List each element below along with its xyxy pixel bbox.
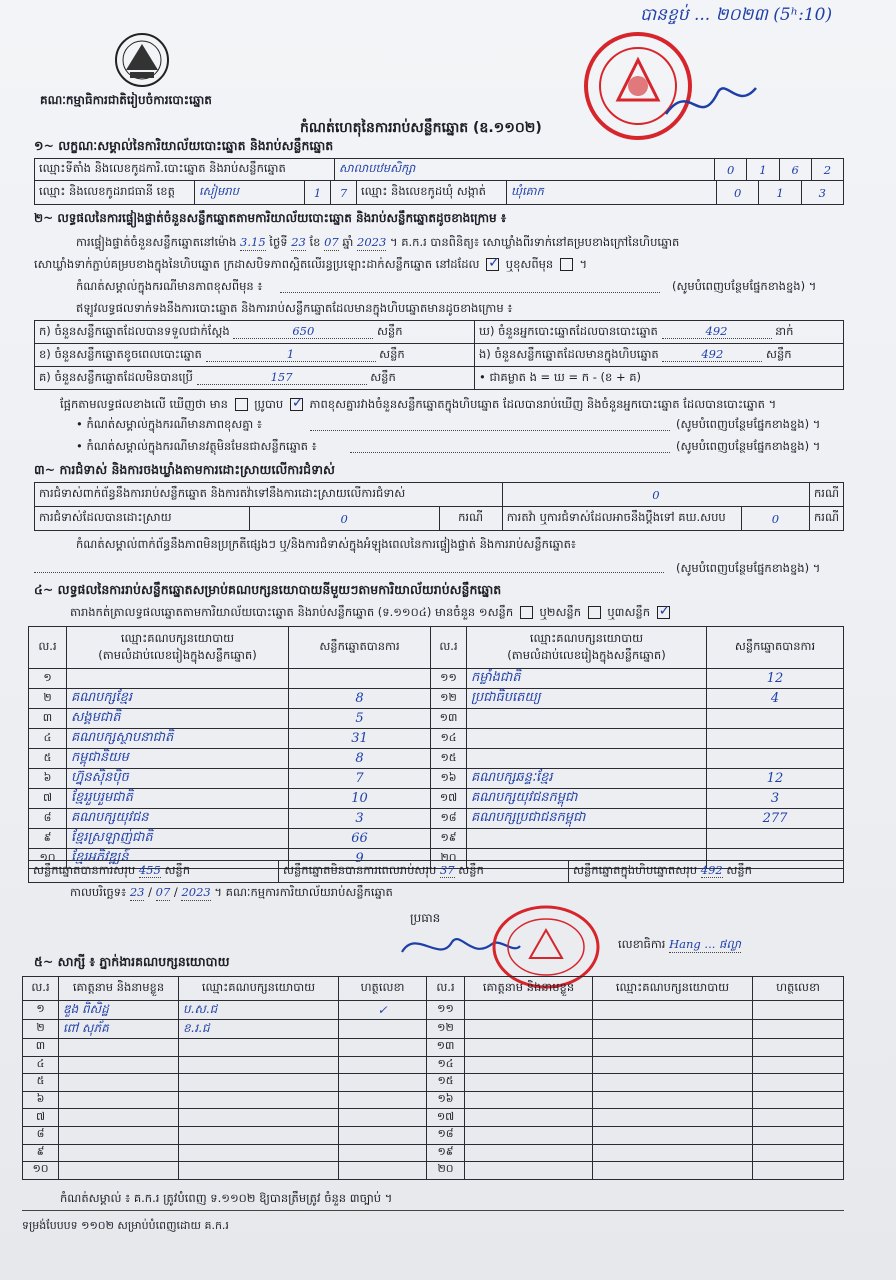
location-code-3: 6	[779, 159, 811, 181]
discrepancy-line	[60, 396, 776, 412]
witness-no: ១៦	[427, 1091, 465, 1109]
witness-party[interactable]	[593, 1039, 753, 1057]
committee-label: ។ គណៈកម្មការការិយាល័យរាប់សន្លឹកឆ្នោត	[214, 885, 393, 899]
witness-party[interactable]	[593, 1074, 753, 1092]
diff-note-line[interactable]	[280, 292, 660, 293]
witness-no: ៧	[23, 1109, 59, 1127]
location-code-4: 2	[811, 159, 843, 181]
valid-total-unit: សន្លឹក	[164, 863, 191, 877]
witness-party[interactable]	[593, 1109, 753, 1127]
top-note: បានខ្ចប់ ... ២០២៣ (5ʰ:10)	[640, 5, 833, 25]
witness-signature	[339, 1020, 427, 1039]
party-no: ១៣	[431, 709, 467, 729]
party-votes	[707, 749, 844, 769]
witness-row	[23, 1162, 844, 1180]
objection-r3-unit: ករណី	[810, 507, 844, 531]
chair-label: ប្រធាន	[410, 911, 441, 925]
party-no: ៧	[29, 789, 67, 809]
location-value: សាលាបឋមសិក្សា	[335, 159, 715, 181]
in-box-value: 492	[662, 347, 762, 362]
top-signature-icon	[660, 70, 760, 130]
witness-no: ១៨	[427, 1126, 465, 1144]
col-party-left	[67, 627, 289, 669]
witness-party: ខ.រ.ជ	[179, 1020, 339, 1039]
party-no: ១០	[29, 849, 67, 869]
province-value: សៀមរាប	[195, 181, 305, 205]
party-votes: 66	[289, 829, 431, 849]
col-no-right: ល.រ	[431, 627, 467, 669]
witness-party[interactable]	[593, 1020, 753, 1039]
witness-name[interactable]	[465, 1109, 593, 1127]
objection-table	[34, 482, 844, 531]
nec-emblem-icon	[110, 32, 174, 92]
party-votes	[707, 829, 844, 849]
secretary-label: លេខាធិការ	[618, 937, 666, 951]
party-votes: 8	[289, 749, 431, 769]
section-1-table-row2	[34, 180, 844, 205]
party-name	[467, 829, 707, 849]
witness-party	[179, 1056, 339, 1074]
party-name: គណបក្សខ្មែរ	[67, 689, 289, 709]
box-total-unit: សន្លឹក	[726, 863, 752, 877]
party-row	[29, 749, 844, 769]
seal-end: ។	[579, 257, 588, 271]
voters-label: ឃ) ចំនួនអ្នកបោះឆ្នោតដែលបានបោះឆ្នោត	[479, 323, 658, 338]
witness-name	[59, 1126, 179, 1144]
spoiled-label: ខ) ចំនួនសន្លឹកឆ្នោតខូចពេលបោះឆ្នោត	[39, 346, 202, 361]
party-row	[29, 789, 844, 809]
witness-no: ១២	[427, 1020, 465, 1039]
section-1-table	[34, 158, 844, 181]
verify-text-e: ។ គ.ក.រ បានពិនិត្យ៖ សោឃ្លាំងពីរទាក់នៅគម្របខាងក្រៅនៃហិបឆ្នោត	[389, 235, 680, 249]
party-no: ១៥	[431, 749, 467, 769]
verify-year: 2023	[357, 235, 387, 249]
witness-name[interactable]	[465, 1056, 593, 1074]
witness-party[interactable]	[593, 1162, 753, 1180]
party-no: ១១	[431, 669, 467, 689]
in-box-unit: សន្លឹក	[766, 346, 792, 361]
footer-text: ទម្រង់បែបបទ ១១០២ សម្រាប់បំពេញដោយ គ.ក.រ	[22, 1219, 229, 1232]
witness-signature	[339, 1126, 427, 1144]
org-name: គណៈកម្មាធិការជាតិរៀបចំការបោះឆ្នោត	[40, 93, 212, 107]
party-name: គណបក្សឆន្ទៈខ្មែរ	[467, 769, 707, 789]
witness-table	[22, 976, 844, 1180]
objection-r3-value: 0	[741, 507, 809, 531]
witness-no: ១៤	[427, 1056, 465, 1074]
spoiled-unit: សន្លឹក	[379, 346, 405, 361]
commune-code-1: 0	[717, 181, 759, 205]
party-votes: 9	[289, 849, 431, 869]
party-votes-table	[28, 626, 844, 869]
section-1-heading: ១~ លក្ខណៈសម្គាល់នៃការិយាល័យបោះឆ្នោត និងរាប់សន្លឹកឆ្នោត	[34, 138, 334, 153]
party-name: កម្ពុជានិយម	[67, 749, 289, 769]
received-unit: សន្លឹក	[376, 323, 403, 338]
witness-no: ១	[23, 1001, 59, 1020]
secretary-line	[618, 936, 741, 953]
party-votes: 4	[707, 689, 844, 709]
sheets-line	[70, 604, 673, 620]
party-name	[67, 669, 289, 689]
witness-party: ប.ស.ជ	[179, 1001, 339, 1020]
witness-party	[179, 1039, 339, 1057]
party-no: ១៤	[431, 729, 467, 749]
witness-name	[59, 1056, 179, 1074]
party-name: សង្គមជាតិ	[67, 709, 289, 729]
party-no: ១២	[431, 689, 467, 709]
party-votes: 10	[289, 789, 431, 809]
party-no: ៦	[29, 769, 67, 789]
invalid-total-unit: សន្លឹក	[458, 863, 484, 877]
party-no: ២០	[431, 849, 467, 869]
witness-signature[interactable]	[753, 1039, 844, 1057]
witness-no: ៦	[23, 1091, 59, 1109]
w-col-name-left: គោត្តនាម និងនាមខ្លួន	[59, 977, 179, 1001]
objection-r2-value: 0	[249, 507, 439, 531]
witness-party[interactable]	[593, 1144, 753, 1162]
witness-signature	[339, 1056, 427, 1074]
note-diff-line[interactable]	[310, 430, 670, 431]
sheets-text: តារាងកត់ត្រាលទ្ធផលឆ្នោតតាមការិយាល័យបោះឆ្នោត និងរាប់សន្លឹកឆ្នោត (ទ.១១០៤) មានចំនួន ១សន្លឹក	[70, 605, 514, 619]
invalid-total-value: 37	[439, 863, 455, 877]
verify-time: 3.15	[240, 235, 266, 249]
witness-name[interactable]	[465, 1091, 593, 1109]
voters-unit: នាក់	[775, 323, 794, 338]
witness-row	[23, 1056, 844, 1074]
date-line: កាលបរិច្ឆេទ៖ 23 / 07 / 2023 ។ គណៈកម្មការការិយាល័យរាប់សន្លឹកឆ្នោត	[70, 885, 393, 899]
witness-party	[179, 1091, 339, 1109]
witness-no: ៥	[23, 1074, 59, 1092]
col-party-right-title: ឈ្មោះគណបក្សនយោបាយ	[529, 630, 644, 645]
party-votes: 31	[289, 729, 431, 749]
witness-name[interactable]	[465, 1126, 593, 1144]
party-no: ៣	[29, 709, 67, 729]
commune-label: ឈ្មោះ និងលេខកូដឃុំ សង្កាត់	[357, 181, 507, 205]
verification-line	[76, 234, 679, 251]
witness-row	[23, 1001, 844, 1020]
witness-row	[23, 1039, 844, 1057]
col-party-left-title: ឈ្មោះគណបក្សនយោបាយ	[120, 630, 235, 645]
witness-name[interactable]	[465, 1039, 593, 1057]
witness-no: ៩	[23, 1144, 59, 1162]
witness-row	[23, 1091, 844, 1109]
witness-no: ៤	[23, 1056, 59, 1074]
party-name: ហ្វ៊ុនស៊ិនប៉ិច	[67, 769, 289, 789]
witness-party[interactable]	[593, 1091, 753, 1109]
party-row	[29, 769, 844, 789]
party-row	[29, 709, 844, 729]
sheets-2-checkbox[interactable]	[588, 606, 601, 619]
party-row	[29, 689, 844, 709]
party-row	[29, 809, 844, 829]
party-name: គណបក្សស្ថាបនាជាតិ	[67, 729, 289, 749]
party-no: ១៨	[431, 809, 467, 829]
witness-row	[23, 1126, 844, 1144]
witness-signature[interactable]	[753, 1020, 844, 1039]
verify-text-a: ការផ្ទៀងផ្ទាត់ចំនួនសន្លឹកឆ្នោតនៅម៉ោង	[76, 235, 237, 249]
irregularity-line[interactable]	[34, 572, 664, 573]
witness-signature	[339, 1091, 427, 1109]
discrepancy-text-c: ភាពខុសគ្នារវាងចំនួនសន្លឹកឆ្នោតក្នុងហិបឆ្នោត ដែលបានរាប់ឃើញ និងចំនួនអ្នកបោះឆ្នោត ដែលបានបោះឆ្នោត ។	[309, 397, 777, 411]
unused-unit: សន្លឹក	[370, 369, 396, 384]
witness-party[interactable]	[593, 1126, 753, 1144]
sheets-3-text: ឬ៣សន្លឹក	[607, 605, 650, 619]
footer-rule	[22, 1210, 844, 1211]
witness-name[interactable]	[465, 1074, 593, 1092]
formula: • ជាគម្លាត ង = ឃ = ក - (ខ + គ)	[475, 367, 844, 390]
w-col-party-right: ឈ្មោះគណបក្សនយោបាយ	[593, 977, 753, 1001]
box-total-label: សន្លឹកឆ្នោតក្នុងហិបឆ្នោតសរុប	[573, 863, 698, 877]
date-month: 07	[155, 885, 171, 899]
witness-signature[interactable]	[753, 1144, 844, 1162]
w-col-sig-left: ហត្ថលេខា	[339, 977, 427, 1001]
col-votes-right: សន្លឹកឆ្នោតបានការ	[707, 627, 844, 669]
party-name: ខ្មែរស្រឡាញ់ជាតិ	[67, 829, 289, 849]
w-col-party-left: ឈ្មោះគណបក្សនយោបាយ	[179, 977, 339, 1001]
note-diff-hint: (សូមបំពេញបន្ថែមផ្នែកខាងខ្នង) ។	[676, 417, 821, 431]
note-object-hint: (សូមបំពេញបន្ថែមផ្នែកខាងខ្នង) ។	[676, 439, 821, 453]
party-votes	[289, 669, 431, 689]
form-title: កំណត់ហេតុនៃការរាប់សន្លឹកឆ្នោត (ឧ.១១០២)	[300, 120, 542, 136]
date-label: កាលបរិច្ឆេទ៖	[70, 885, 127, 899]
witness-party	[179, 1109, 339, 1127]
witness-no: ២	[23, 1020, 59, 1039]
witness-signature[interactable]	[753, 1109, 844, 1127]
col-party-right-sub: (តាមលំដាប់លេខរៀងក្នុងសន្លឹកឆ្នោត)	[507, 647, 666, 662]
witness-no: ៣	[23, 1039, 59, 1057]
commune-value: ឃុំគោក	[507, 181, 717, 205]
note-object-line[interactable]	[350, 452, 670, 453]
witness-name: ឌួង ពិសិដ្ឋ	[59, 1001, 179, 1020]
witness-name	[59, 1091, 179, 1109]
w-col-no-right: ល.រ	[427, 977, 465, 1001]
party-votes: 12	[707, 769, 844, 789]
party-votes: 8	[289, 689, 431, 709]
verify-day: 23	[291, 235, 306, 249]
invalid-total-label: សន្លឹកឆ្នោតមិនបានការពេលរាប់សរុប	[283, 863, 437, 877]
party-votes: 12	[707, 669, 844, 689]
received-value: 650	[233, 324, 373, 339]
witness-signature	[339, 1144, 427, 1162]
party-no: ១៩	[431, 829, 467, 849]
witness-signature[interactable]	[753, 1001, 844, 1020]
party-no: ២	[29, 689, 67, 709]
party-no: ១៧	[431, 789, 467, 809]
verify-text-c: ខែ	[309, 235, 321, 249]
discrepancy-no-checkbox[interactable]	[290, 398, 303, 411]
received-label: ក) ចំនួនសន្លឹកឆ្នោតដែលបានទទួលជាក់ស្តែង	[39, 323, 230, 338]
witness-signature	[339, 1074, 427, 1092]
witness-signature[interactable]	[753, 1056, 844, 1074]
section-2-heading: ២~ លទ្ធផលនៃការផ្ទៀងផ្ទាត់ចំនួនសន្លឹកឆ្នោតតាមការិយាល័យបោះឆ្នោត និងរាប់សន្លឹកឆ្នោតដូចខាងក្រោម ៖	[34, 211, 507, 225]
witness-row	[23, 1109, 844, 1127]
witness-party[interactable]	[593, 1001, 753, 1020]
party-no: ៤	[29, 729, 67, 749]
objection-r2-unit: ករណី	[439, 507, 502, 531]
objection-r1-value: 0	[502, 483, 809, 507]
party-votes: 3	[289, 809, 431, 829]
unused-label: គ) ចំនួនសន្លឹកឆ្នោតដែលមិនបានប្រើ	[39, 369, 193, 384]
witness-name[interactable]	[465, 1162, 593, 1180]
verify-text-b: ថ្ងៃទី	[269, 235, 288, 249]
diff-note-hint: (សូមបំពេញបន្ថែមផ្នែកខាងខ្នង) ។	[672, 279, 817, 293]
section-3-heading: ៣~ ការជំទាស់ និងការចងឃ្លាំងតាមការដោះស្រាយលើការជំទាស់	[34, 462, 335, 477]
verify-text-d: ឆ្នាំ	[342, 235, 354, 249]
party-votes: 7	[289, 769, 431, 789]
sheets-3-checkbox[interactable]	[657, 606, 670, 619]
seal-intact-checkbox[interactable]	[486, 258, 499, 271]
party-votes: 277	[707, 809, 844, 829]
valid-total-label: សន្លឹកឆ្នោតបានការសរុប	[33, 863, 136, 877]
witness-signature	[339, 1109, 427, 1127]
location-code-1: 0	[715, 159, 747, 181]
irregularity-hint: (សូមបំពេញបន្ថែមផ្នែកខាងខ្នង) ។	[676, 561, 821, 575]
sheets-1-checkbox[interactable]	[520, 606, 533, 619]
box-total-value: 492	[700, 863, 723, 877]
witness-name	[59, 1109, 179, 1127]
witness-name	[59, 1074, 179, 1092]
party-name: គណបក្សប្រជាជនកម្ពុជា	[467, 809, 707, 829]
irregularity-note: កំណត់សម្គាល់ពាក់ព័ន្ធនឹងភាពមិនប្រក្រតីផ្សេងៗ ឬ/និងការជំទាស់ក្នុងអំឡុងពេលនៃការផ្ទៀងផ្ទាត់ និងការរាប់សន្លឹកឆ្នោត៖	[76, 537, 576, 551]
verify-month: 07	[324, 235, 339, 249]
witness-name	[59, 1144, 179, 1162]
final-note: កំណត់សម្គាល់ ៖ គ.ក.រ ត្រូវបំពេញ ទ.១១០២ ឱ្យបានត្រឹមត្រូវ ចំនួន ៣ច្បាប់ ។	[60, 1191, 393, 1205]
party-name: គណបក្សយុវជនកម្ពុជា	[467, 789, 707, 809]
witness-party	[179, 1144, 339, 1162]
commune-code-2: 1	[759, 181, 801, 205]
witness-row	[23, 1144, 844, 1162]
secretary-signature: Hang ... ផល្លា	[669, 937, 741, 951]
party-name	[467, 709, 707, 729]
witness-signature: ✓	[339, 1001, 427, 1020]
col-no-left: ល.រ	[29, 627, 67, 669]
witness-name	[59, 1162, 179, 1180]
sheets-2-text: ឬ២សន្លឹក	[539, 605, 581, 619]
witness-signature[interactable]	[753, 1074, 844, 1092]
party-no: ៩	[29, 829, 67, 849]
seal-text: សោឃ្លាំងទាក់ភ្ជាប់គម្របខាងក្នុងនៃហិបឆ្នោត ក្រដាសបិទភាពស្អិតលើរន្ធប្រឡោះដាក់សន្លឹកឆ្នោត នៅដដែល	[34, 257, 480, 271]
party-no: ៥	[29, 749, 67, 769]
spoiled-value: 1	[206, 347, 376, 362]
witness-name: ពៅ សុភ័គ	[59, 1020, 179, 1039]
province-label: ឈ្មោះ និងលេខកូដរាជធានី ខេត្ត	[35, 181, 195, 205]
party-no: ១	[29, 669, 67, 689]
witness-party	[179, 1162, 339, 1180]
witness-name[interactable]	[465, 1144, 593, 1162]
party-row	[29, 829, 844, 849]
witness-no: ១១	[427, 1001, 465, 1020]
objection-r1-label: ការជំទាស់ពាក់ព័ន្ធនឹងការរាប់សន្លឹកឆ្នោត និងការតវ៉ាទៅនឹងការដោះស្រាយលើការជំទាស់	[35, 483, 503, 507]
witness-no: ១០	[23, 1162, 59, 1180]
location-label: ឈ្មោះទីតាំង និងលេខកូដការិ.បោះឆ្នោត និងរាប់សន្លឹកឆ្នោត	[35, 159, 335, 181]
date-day: 23	[129, 885, 145, 899]
unused-value: 157	[197, 370, 367, 385]
witness-name[interactable]	[465, 1020, 593, 1039]
witness-party	[179, 1126, 339, 1144]
objection-r1-unit: ករណី	[810, 483, 844, 507]
witness-no: ២០	[427, 1162, 465, 1180]
witness-party[interactable]	[593, 1056, 753, 1074]
witness-signature[interactable]	[753, 1091, 844, 1109]
party-no: ៨	[29, 809, 67, 829]
witness-name	[59, 1039, 179, 1057]
witness-party	[179, 1074, 339, 1092]
discrepancy-yes-checkbox[interactable]	[235, 398, 248, 411]
party-name	[467, 729, 707, 749]
witness-row	[23, 1074, 844, 1092]
party-votes	[707, 709, 844, 729]
w-col-sig-right: ហត្ថលេខា	[753, 977, 844, 1001]
w-col-no-left: ល.រ	[23, 977, 59, 1001]
party-votes: 3	[707, 789, 844, 809]
party-name	[467, 749, 707, 769]
party-votes: 5	[289, 709, 431, 729]
objection-r2-label: ការជំទាស់ដែលបានដោះស្រាយ	[35, 507, 250, 531]
party-name: កម្លាំងជាតិ	[467, 669, 707, 689]
objection-r3-label: ការតវ៉ា ឬការជំទាស់ដែលអាចនឹងប្តឹងទៅ គឃ.សបប	[502, 507, 741, 531]
party-row	[29, 729, 844, 749]
witness-no: ១៣	[427, 1039, 465, 1057]
party-name: គណបក្សយុវជន	[67, 809, 289, 829]
in-box-label: ង) ចំនួនសន្លឹកឆ្នោតដែលមានក្នុងហិបឆ្នោត	[479, 346, 659, 361]
witness-no: ១៩	[427, 1144, 465, 1162]
witness-signature	[339, 1039, 427, 1057]
discrepancy-text-b: ប្រូបាប	[254, 397, 284, 411]
seal-changed-checkbox[interactable]	[560, 258, 573, 271]
seal-line	[34, 256, 587, 272]
valid-total-value: 455	[138, 863, 161, 877]
ballot-count-table	[34, 320, 844, 390]
witness-no: ១៥	[427, 1074, 465, 1092]
w-col-name-right: គោត្តនាម និងនាមខ្លួន	[465, 977, 593, 1001]
col-party-left-sub: (តាមលំដាប់លេខរៀងក្នុងសន្លឹកឆ្នោត)	[98, 647, 257, 662]
witness-signature	[339, 1162, 427, 1180]
witness-row	[23, 1020, 844, 1039]
party-row	[29, 669, 844, 689]
witness-no: ១៧	[427, 1109, 465, 1127]
party-name: ប្រជាធិបតេយ្យ	[467, 689, 707, 709]
col-party-right	[467, 627, 707, 669]
section-4-heading: ៤~ លទ្ធផលនៃការរាប់សន្លឹកឆ្នោតសម្រាប់គណបក្សនយោបាយនីមួយៗតាមការិយាល័យរាប់សន្លឹកឆ្នោត	[34, 582, 502, 597]
witness-name[interactable]	[465, 1001, 593, 1020]
province-code-1: 1	[305, 181, 331, 205]
results-intro: ឥឡូវលទ្ធផលទាក់ទងនឹងការបោះឆ្នោត និងការរាប់សន្លឹកឆ្នោតដែលមានក្នុងហិបឆ្នោតមានដូចខាងក្រោម ៖	[76, 301, 513, 315]
witness-no: ៨	[23, 1126, 59, 1144]
section-5-heading: ៥~ សាក្សី ៖ ភ្នាក់ងារគណបក្សនយោបាយ	[34, 954, 230, 969]
date-year: 2023	[181, 885, 211, 899]
province-code-2: 7	[331, 181, 357, 205]
vote-totals-row	[28, 860, 844, 883]
diff-note-label: កំណត់សម្គាល់ក្នុងករណីមានភាពខុសពីមុន ៖	[76, 279, 263, 293]
seal-changed-text: ឬខុសពីមុន	[505, 257, 554, 271]
discrepancy-text-a: ផ្អែកតាមលទ្ធផលខាងលើ ឃើញថា មាន	[60, 397, 228, 411]
party-no: ១៦	[431, 769, 467, 789]
col-votes-left: សន្លឹកឆ្នោតបានការ	[289, 627, 431, 669]
commune-code-3: 3	[801, 181, 843, 205]
voters-value: 492	[662, 324, 772, 339]
witness-signature[interactable]	[753, 1126, 844, 1144]
location-code-2: 1	[747, 159, 779, 181]
witness-signature[interactable]	[753, 1162, 844, 1180]
party-votes	[707, 729, 844, 749]
party-name: ខ្មែរអភិវឌ្ឍន៍	[67, 849, 289, 869]
note-object-label: • កំណត់សម្គាល់ក្នុងករណីមានវត្ថុមិនមែនជាសន្លឹកឆ្នោត ៖	[76, 439, 317, 453]
party-name: ខ្មែររួបរួមជាតិ	[67, 789, 289, 809]
note-diff-label: • កំណត់សម្គាល់ក្នុងករណីមានភាពខុសគ្នា ៖	[76, 417, 262, 431]
